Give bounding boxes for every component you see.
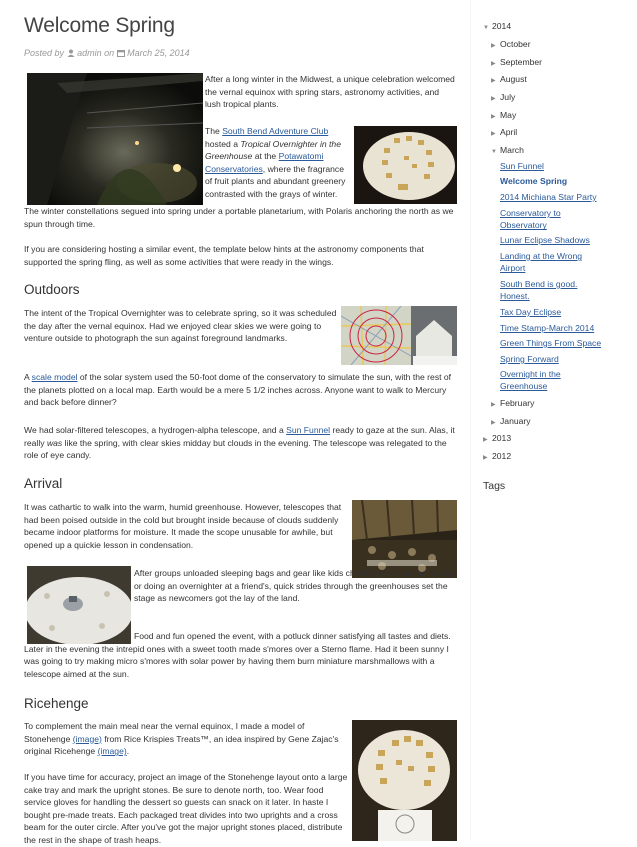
text: ready to gaze at the sun. Alas, it really (24, 425, 455, 448)
triangle-right-icon: ▶ (491, 78, 496, 84)
year-label: 2014 (492, 21, 512, 31)
archive-post-time-stamp-march-2014[interactable]: Time Stamp-March 2014 (500, 323, 595, 333)
emphasis: was (46, 437, 63, 448)
original-ricehenge-image-link[interactable]: (image) (97, 746, 127, 757)
text: of the solar system used the 50-foot dome of the conservatory to simulate the sun, with the rest of the planets plotted on a local map. Earth would be a mere 5 1/2 inches across. Anyone want to walk to Mercury and back before dinner? (24, 372, 452, 408)
text: like the spring, with clear skies midday but clouds in the evening. The telescope was relegated to the role of eye candy. (24, 437, 447, 461)
posted-by-label: Posted by (24, 48, 65, 58)
section-heading-arrival: Arrival (24, 476, 63, 491)
text: hosted a (205, 138, 241, 149)
triangle-right-icon: ▶ (491, 402, 496, 408)
month-label: March (500, 145, 524, 155)
ricehenge-model-photo[interactable] (352, 720, 457, 841)
archive-post-welcome-spring[interactable]: Welcome Spring (500, 176, 568, 186)
archive-post-green-things-from-space[interactable]: Green Things From Space (500, 338, 602, 348)
archive-month-july[interactable] (491, 92, 515, 102)
calendar-icon (117, 48, 125, 58)
section-heading-outdoors: Outdoors (24, 282, 80, 297)
solar-system-map-photo[interactable] (341, 306, 457, 365)
triangle-right-icon: ▶ (483, 455, 488, 461)
archive-post-south-bend-is-good[interactable]: South Bend is good. Honest. (500, 279, 578, 302)
month-label: July (500, 92, 516, 102)
text: To complement the main meal near the vernal equinox, I made a model of Stonehenge (24, 721, 305, 744)
triangle-right-icon: ▶ (491, 43, 496, 49)
text: A (24, 372, 32, 382)
text: The (205, 126, 223, 136)
year-label: 2013 (492, 433, 512, 443)
intro-paragraph-2b: The winter constellations segued into spring under a portable planetarium, with Polaris anchoring the north as we spun through time. (24, 206, 454, 229)
text: . (126, 746, 130, 757)
arrival-paragraph-3 (24, 630, 456, 680)
outdoors-paragraph-1: The intent of the Tropical Overnighter was to celebrate spring, so it was scheduled the day after the vernal equinox. Had we enjoyed clear skies we were going to venture outside to photograph the sun against foreground landmarks. (24, 308, 337, 344)
month-label: August (500, 74, 527, 84)
text: from Rice Krispies Treats™, an idea inspired by Gene Zajac's original Ricehenge (24, 733, 339, 757)
archive-post-michiana-star-party[interactable]: 2014 Michiana Star Party (500, 192, 597, 202)
month-label: February (500, 398, 535, 408)
outdoors-paragraph-3 (24, 424, 456, 462)
archive-month-may[interactable] (491, 110, 516, 120)
archive-year-2014[interactable] (483, 21, 511, 31)
column-divider (470, 0, 471, 841)
month-label: April (500, 127, 518, 137)
archive-post-sun-funnel[interactable]: Sun Funnel (500, 161, 544, 171)
intro-paragraph-2 (205, 125, 351, 201)
post-article (24, 14, 456, 60)
section-heading-ricehenge: Ricehenge (24, 696, 89, 711)
month-label: January (500, 416, 531, 426)
archive-month-february[interactable] (491, 398, 534, 408)
archive-post-lunar-eclipse-shadows[interactable]: Lunar Eclipse Shadows (500, 235, 590, 245)
archive-month-january[interactable] (491, 416, 531, 426)
south-bend-adventure-club-link[interactable]: South Bend Adventure Club (222, 126, 329, 136)
archive-post-conservatory-to-observatory[interactable]: Conservatory to Observatory (500, 208, 561, 231)
stonehenge-image-link[interactable]: (image) (72, 733, 102, 744)
triangle-right-icon: ▶ (491, 420, 496, 426)
scale-model-link[interactable]: scale model (31, 372, 78, 382)
potawatomi-conservatories-link[interactable]: Potawatomi Conservatories (205, 151, 324, 174)
greenhouse-night-photo[interactable] (27, 73, 203, 205)
month-label: September (500, 57, 543, 67)
text: Food and fun opened the event, with a potluck dinner satisfying all tastes and diets. Later in the evening the intrepid ones with a sweet tooth made s'mores over a Sterno flame. Had it been sunny I was going to try making micro s'mores with solar power by having them burn miniature marshmallows with a telescope aimed at the sun. (24, 631, 451, 679)
intro-paragraph-3: If you are considering hosting a similar event, the template below hints at the astronomy components that supported the spring fling, as well as some activities that were ready in the wings. (24, 244, 424, 267)
year-label: 2012 (492, 451, 512, 461)
triangle-right-icon: ▶ (491, 96, 496, 102)
outdoors-paragraph-2 (24, 371, 456, 409)
ricehenge-paragraph-2: If you have time for accuracy, project an image of the Stonehenge layout onto a large cake tray and mark the upright stones. Be sure to denote north, too. Wear food service gloves for handling the dessert so guests can snack on it later. In haste I bought pre-made treats. Each packaged treat divides into two uprights and a cross beam for the outer circle. After you've got the major upright stones placed, distribute the rest in the shape of trash heaps. (24, 772, 348, 845)
date-link[interactable]: March 25, 2014 (127, 48, 190, 58)
text: at the (252, 151, 279, 162)
tags-heading: Tags (483, 480, 506, 492)
archive-post-landing-at-the-wrong-airport[interactable]: Landing at the Wrong Airport (500, 251, 583, 274)
intro-paragraph-1: After a long winter in the Midwest, a unique celebration welcomed the vernal equinox with spring stars, astronomy activities, and lush tropical plants. (205, 74, 455, 110)
month-label: October (500, 39, 531, 49)
user-icon (67, 48, 75, 58)
arrival-paragraph-2: After groups unloaded sleeping bags and gear like kids checking into summer camp or doing an overnighter at a friend's, quick strides through the greenhouses set the stage as newcomers got the lay of the land. (134, 568, 453, 604)
on-label: on (104, 48, 115, 58)
sun-funnel-link[interactable]: Sun Funnel (286, 425, 331, 435)
triangle-right-icon: ▶ (491, 114, 496, 120)
month-label: May (500, 110, 517, 120)
archive-post-overnight-in-the-greenhouse[interactable]: Overnight in the Greenhouse (500, 369, 561, 392)
text: We had solar-filtered telescopes, a hydrogen-alpha telescope, and a (24, 425, 287, 435)
archive-month-october[interactable] (491, 39, 531, 49)
author-link[interactable]: admin (77, 48, 102, 58)
triangle-right-icon: ▶ (491, 61, 496, 67)
archive-month-march[interactable] (491, 145, 524, 155)
ricehenge-paragraph-1 (24, 720, 346, 758)
ricehenge-plate-photo[interactable] (354, 126, 457, 204)
triangle-right-icon: ▶ (483, 437, 488, 443)
post-meta (24, 48, 456, 60)
archive-month-august[interactable] (491, 74, 527, 84)
triangle-down-icon: ▼ (483, 25, 489, 31)
archive-post-spring-forward[interactable]: Spring Forward (500, 354, 559, 364)
triangle-down-icon: ▼ (491, 149, 497, 155)
archive-year-2012[interactable] (483, 451, 511, 461)
archive-month-september[interactable] (491, 57, 542, 67)
post-title: Welcome Spring (24, 14, 175, 37)
text: , where the fragrance of fruit plants and abundant greenery contrasted with the grays of winter. (205, 163, 346, 199)
archive-year-2013[interactable] (483, 433, 511, 443)
archive-post-tax-day-eclipse[interactable]: Tax Day Eclipse (500, 307, 562, 317)
event-name: Tropical Overnighter in the Greenhouse (205, 138, 341, 162)
arrival-paragraph-1: It was cathartic to walk into the warm, humid greenhouse. However, telescopes that had been poised outside in the cold but brought inside because of clouds suddenly became indoor platforms for moisture. It made the scope unusable for awhile, but opened up a quickie lesson in condensation. (24, 502, 342, 550)
archive-month-april[interactable] (491, 127, 517, 137)
triangle-right-icon: ▶ (491, 131, 496, 137)
